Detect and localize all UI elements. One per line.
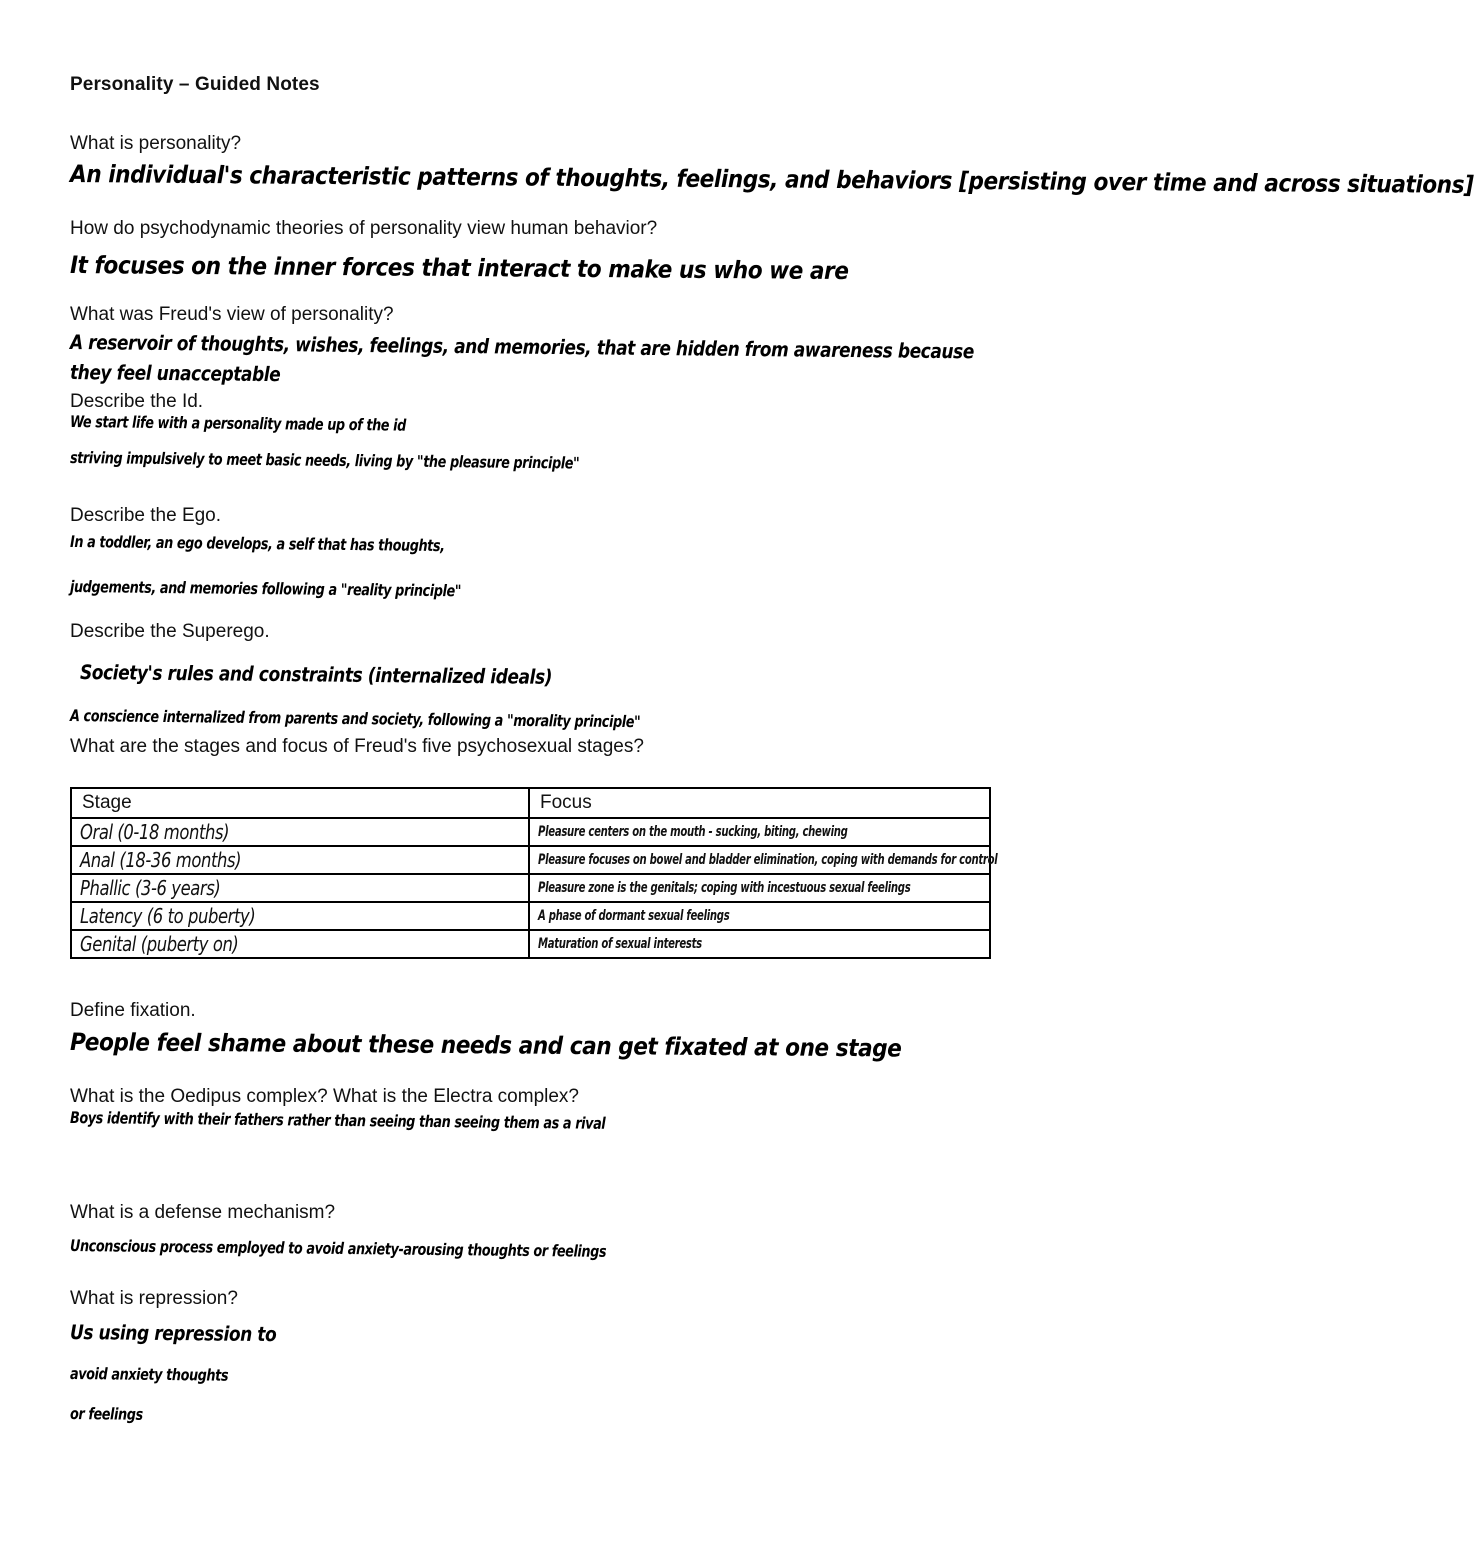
table-row <box>71 930 990 958</box>
answer-personality: An individual's characteristic patterns of thoughts, feelings, and behaviors [persisting over time and across situations] <box>69 160 1474 199</box>
question-id: Describe the Id. <box>70 391 204 412</box>
stage-cell <box>71 874 529 902</box>
table-header-row <box>71 788 990 818</box>
question-repression: What is repression? <box>70 1288 238 1309</box>
answer-superego-line-2: A conscience internalized from parents and society, following a "morality principle" <box>69 706 641 732</box>
focus-cell <box>529 902 990 930</box>
answer-superego-line-1: Society's rules and constraints (internalized ideals) <box>79 660 553 689</box>
column-header-focus: Focus <box>529 788 990 818</box>
stage-cell <box>71 930 529 958</box>
answer-fixation: People feel shame about these needs and can get fixated at one stage <box>69 1028 902 1063</box>
answer-id-line-2: striving impulsively to meet basic needs, living by "the pleasure principle" <box>69 448 580 473</box>
question-defense-mechanism: What is a defense mechanism? <box>70 1202 336 1223</box>
stage-latency: Latency (6 to puberty) <box>80 904 256 928</box>
focus-oral: Pleasure centers on the mouth - sucking, biting, chewing <box>538 824 848 840</box>
answer-freud-view-line-1: A reservoir of thoughts, wishes, feelings, and memories, that are hidden from awareness because <box>69 330 974 364</box>
focus-cell <box>529 846 998 874</box>
page-title: Personality – Guided Notes <box>70 74 320 95</box>
stage-cell <box>71 818 529 846</box>
answer-repression-line-3: or feelings <box>69 1404 143 1424</box>
stage-phallic: Phallic (3-6 years) <box>80 876 221 900</box>
stage-oral: Oral (0-18 months) <box>80 820 230 844</box>
question-personality: What is personality? <box>70 133 242 154</box>
question-fixation: Define fixation. <box>70 1000 196 1021</box>
stage-cell <box>71 846 529 874</box>
answer-ego-line-1: In a toddler, an ego develops, a self that has thoughts, <box>69 532 445 556</box>
question-ego: Describe the Ego. <box>70 505 222 526</box>
table-row <box>71 874 990 902</box>
question-freud-view: What was Freud's view of personality? <box>70 304 394 325</box>
answer-repression-line-2: avoid anxiety thoughts <box>69 1364 229 1385</box>
answer-oedipus-electra: Boys identify with their fathers rather than seeing than seeing them as a rival <box>69 1108 606 1133</box>
focus-genital: Maturation of sexual interests <box>538 936 702 952</box>
table-row <box>71 902 990 930</box>
column-header-stage: Stage <box>71 788 529 818</box>
focus-phallic: Pleasure zone is the genitals; coping with incestuous sexual feelings <box>538 880 911 896</box>
answer-ego-line-2: judgements, and memories following a "reality principle" <box>69 577 462 601</box>
question-superego: Describe the Superego. <box>70 621 270 642</box>
focus-cell <box>529 818 990 846</box>
question-psychosexual-stages: What are the stages and focus of Freud's five psychosexual stages? <box>70 736 644 757</box>
answer-id-line-1: We start life with a personality made up of the id <box>69 412 406 435</box>
answer-defense-mechanism: Unconscious process employed to avoid anxiety-arousing thoughts or feelings <box>69 1236 607 1261</box>
focus-cell <box>529 930 990 958</box>
table-row <box>71 818 990 846</box>
answer-freud-view-line-2: they feel unacceptable <box>69 360 281 387</box>
answer-psychodynamic: It focuses on the inner forces that interact to make us who we are <box>69 251 849 286</box>
focus-latency: A phase of dormant sexual feelings <box>538 908 730 924</box>
psychosexual-stages-table <box>70 787 998 959</box>
table-row <box>71 846 990 874</box>
answer-repression-line-1: Us using repression to <box>69 1320 277 1347</box>
question-psychodynamic: How do psychodynamic theories of personality view human behavior? <box>70 218 658 239</box>
stage-genital: Genital (puberty on) <box>80 932 239 956</box>
question-oedipus-electra: What is the Oedipus complex? What is the Electra complex? <box>70 1086 580 1107</box>
focus-cell <box>529 874 990 902</box>
stage-cell <box>71 902 529 930</box>
stage-anal: Anal (18-36 months) <box>80 848 242 872</box>
focus-anal: Pleasure focuses on bowel and bladder elimination, coping with demands for control <box>538 852 998 868</box>
